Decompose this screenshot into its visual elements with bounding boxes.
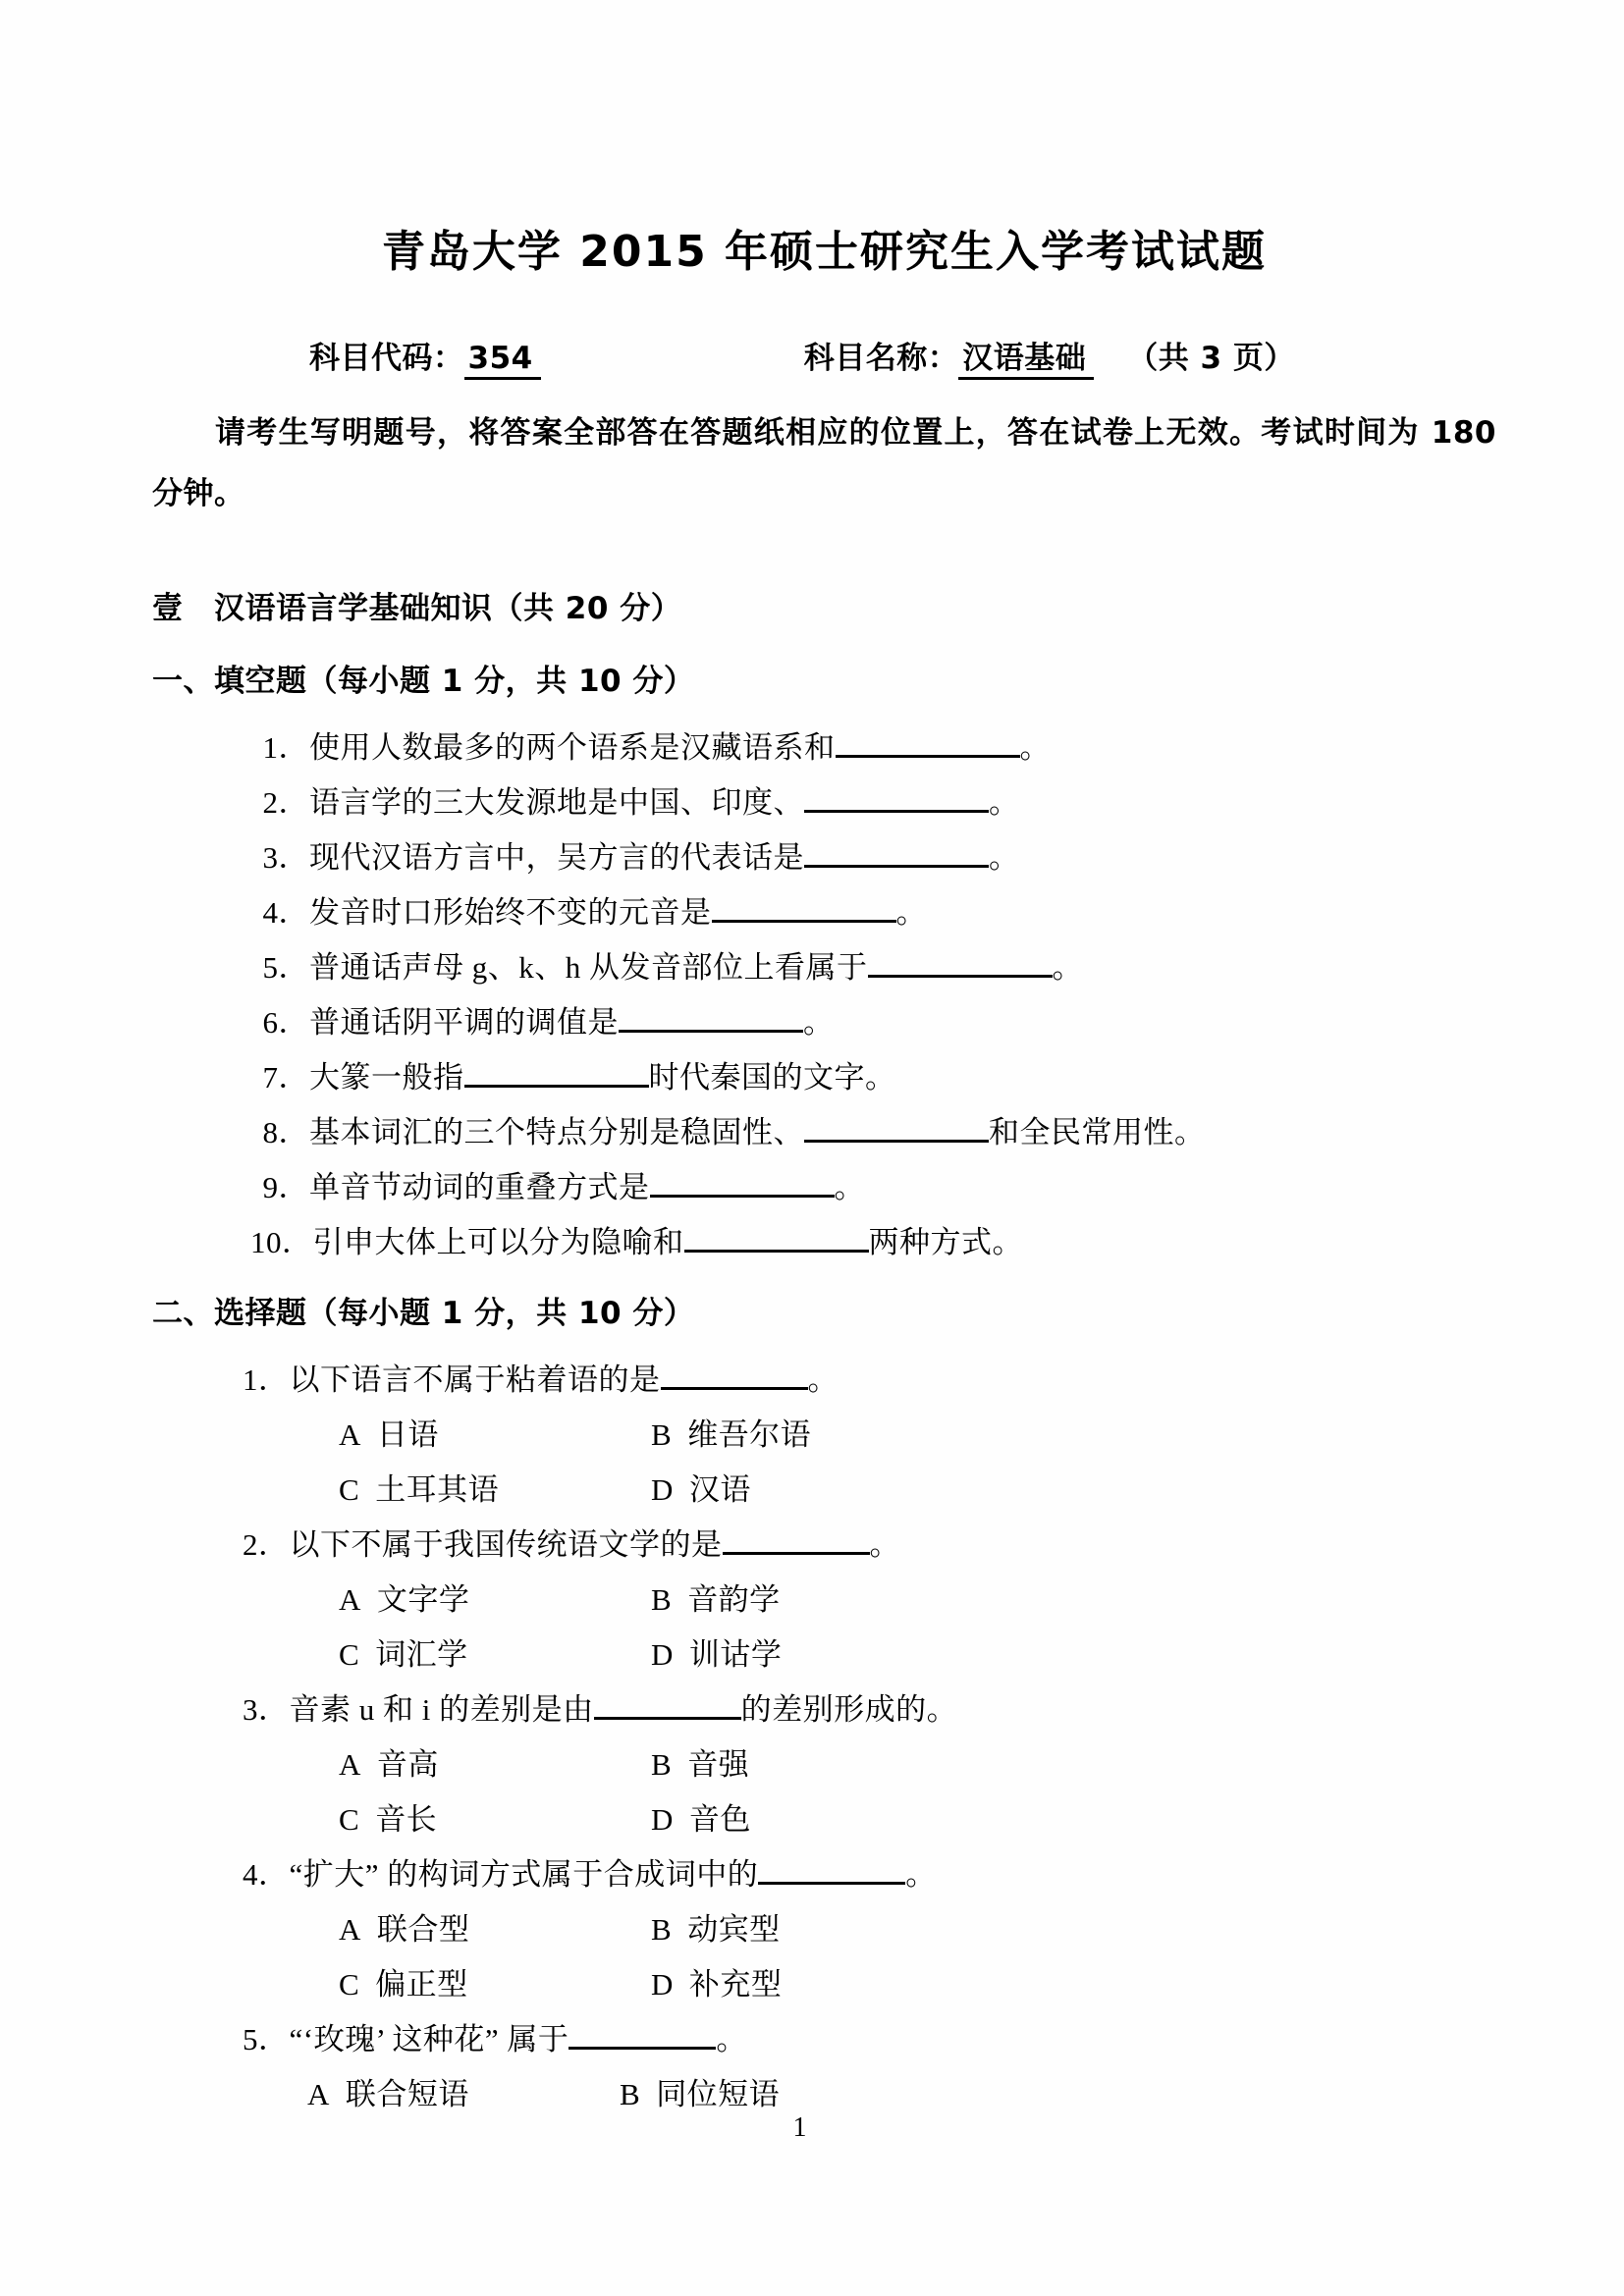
option-c — [339, 1792, 651, 1847]
fill-question-7 — [152, 1050, 1496, 1105]
answer-blank — [594, 1686, 741, 1720]
fill-question-5 — [152, 940, 1496, 995]
fill-question-3 — [152, 830, 1496, 885]
option-b — [651, 1747, 749, 1782]
question-number: 1． — [262, 730, 309, 765]
answer-blank — [804, 779, 989, 813]
option-key: C — [339, 1637, 360, 1672]
subject-name — [804, 341, 1095, 376]
question-number: 5． — [262, 950, 309, 985]
option-label: 训诂学 — [688, 1637, 783, 1672]
option-key: B — [620, 2077, 641, 2111]
option-c — [339, 1628, 651, 1682]
option-key: B — [651, 1582, 673, 1617]
answer-blank — [619, 999, 803, 1033]
question-text: “扩大” 的构词方式属于合成词中的 — [289, 1857, 759, 1892]
option-label: 词汇学 — [375, 1637, 468, 1672]
question-number: 10． — [250, 1225, 313, 1259]
option-label: 联合短语 — [345, 2077, 469, 2111]
question-number: 1． — [243, 1362, 290, 1397]
subject-name-value: 汉语基础 — [958, 341, 1094, 380]
choice-3-options-ab — [152, 1737, 1496, 1792]
answer-blank — [804, 834, 989, 868]
subject-meta-row — [152, 338, 1496, 379]
question-text: 普通话声母 g、k、h 从发音部位上看属于 — [309, 950, 868, 985]
question-text-after: 。 — [895, 895, 927, 930]
fill-question-list — [152, 721, 1496, 1270]
option-label: 汉语 — [688, 1472, 751, 1507]
question-number: 7． — [262, 1060, 309, 1095]
question-text-after: 。 — [1052, 950, 1083, 985]
option-key: B — [651, 1912, 673, 1947]
choice-question-1 — [152, 1353, 1496, 1408]
question-text: 音素 u 和 i 的差别是由 — [289, 1692, 594, 1727]
answer-blank — [661, 1357, 808, 1390]
subject-code — [309, 341, 541, 376]
option-b — [651, 1417, 811, 1452]
option-label: 音强 — [687, 1747, 750, 1782]
fill-question-4 — [152, 885, 1496, 940]
option-key: D — [651, 1802, 674, 1837]
option-label: 土耳其语 — [375, 1472, 500, 1507]
question-number: 3． — [262, 840, 309, 875]
option-d — [651, 1967, 782, 2002]
option-label: 音高 — [376, 1747, 439, 1782]
page-title: 青岛大学 2015 年硕士研究生入学考试试题 — [381, 227, 1268, 277]
choice-4-options-ab — [152, 1902, 1496, 1957]
option-d — [651, 1472, 751, 1507]
question-text: 大篆一般指 — [309, 1060, 464, 1095]
option-a — [339, 1902, 651, 1957]
option-key: A — [339, 1912, 361, 1947]
answer-blank — [804, 1109, 989, 1143]
total-pages-note: （共 3 页） — [1127, 341, 1295, 376]
question-text-after: 。 — [807, 1362, 839, 1397]
question-text-after: 时代秦国的文字。 — [648, 1060, 896, 1095]
option-label: 音长 — [375, 1802, 438, 1837]
option-key: B — [651, 1417, 673, 1452]
question-text: 单音节动词的重叠方式是 — [309, 1170, 650, 1204]
fill-question-9 — [152, 1160, 1496, 1215]
choice-question-3 — [152, 1682, 1496, 1737]
option-key: A — [339, 1747, 361, 1782]
option-label: 文字学 — [376, 1582, 470, 1617]
choice-question-2 — [152, 1518, 1496, 1573]
option-key: A — [307, 2077, 330, 2111]
question-text: “‘玫瑰’ 这种花” 属于 — [289, 2022, 569, 2056]
part1-heading: 壹 汉语语言学基础知识（共 20 分） — [152, 591, 682, 626]
question-text-after: 。 — [1019, 730, 1051, 765]
option-d — [651, 1802, 751, 1837]
option-key: C — [339, 1472, 360, 1507]
option-label: 补充型 — [688, 1967, 783, 2002]
question-text: 引申大体上可以分为隐喻和 — [312, 1225, 684, 1259]
fill-section-heading: 一、填空题（每小题 1 分，共 10 分） — [152, 664, 695, 699]
exam-notice: 请考生写明题号，将答案全部答在答题纸相应的位置上，答在试卷上无效。考试时间为 180 分钟。 — [152, 415, 1496, 511]
option-label: 联合型 — [376, 1912, 470, 1947]
question-text-after: 。 — [716, 2022, 747, 2056]
fill-question-2 — [152, 775, 1496, 830]
answer-blank — [868, 944, 1053, 978]
fill-question-6 — [152, 995, 1496, 1050]
option-key: C — [339, 1967, 360, 2002]
answer-blank — [464, 1054, 649, 1088]
question-number: 5． — [243, 2022, 290, 2056]
option-c — [339, 1957, 651, 2012]
question-number: 9． — [262, 1170, 309, 1204]
question-text-after: 两种方式。 — [868, 1225, 1023, 1259]
choice-question-list — [152, 1353, 1496, 2122]
question-text-after: 。 — [869, 1527, 900, 1562]
question-text: 以下不属于我国传统语文学的是 — [289, 1527, 723, 1562]
option-key: D — [651, 1637, 674, 1672]
answer-blank — [568, 2016, 716, 2050]
question-text-after: 和全民常用性。 — [989, 1115, 1206, 1149]
choice-section-heading: 二、选择题（每小题 1 分，共 10 分） — [152, 1296, 695, 1331]
option-key: A — [339, 1582, 361, 1617]
choice-4-options-cd — [152, 1957, 1496, 2012]
choice-question-5 — [152, 2012, 1496, 2067]
question-text: 以下语言不属于粘着语的是 — [289, 1362, 661, 1397]
answer-blank — [836, 724, 1020, 758]
option-c — [339, 1463, 651, 1518]
question-number: 4． — [243, 1857, 290, 1892]
question-number: 3． — [243, 1692, 290, 1727]
question-text: 发音时口形始终不变的元音是 — [309, 895, 712, 930]
subject-code-label: 科目代码： — [309, 341, 464, 376]
option-label: 维吾尔语 — [687, 1417, 812, 1452]
question-text-after: 。 — [834, 1170, 865, 1204]
option-key: D — [651, 1472, 674, 1507]
option-b — [620, 2077, 780, 2111]
option-label: 动宾型 — [687, 1912, 781, 1947]
question-text-after: 。 — [803, 1005, 835, 1040]
question-text-after: 。 — [989, 785, 1020, 820]
option-key: D — [651, 1967, 674, 2002]
option-label: 同位短语 — [656, 2077, 781, 2111]
fill-question-1 — [152, 721, 1496, 775]
question-text: 现代汉语方言中，吴方言的代表话是 — [309, 840, 804, 875]
choice-2-options-cd — [152, 1628, 1496, 1682]
option-key: C — [339, 1802, 360, 1837]
question-number: 2． — [262, 785, 309, 820]
question-text-after: 的差别形成的。 — [740, 1692, 958, 1727]
choice-1-options-ab — [152, 1408, 1496, 1463]
answer-blank — [650, 1164, 835, 1198]
page-number: 1 — [792, 2112, 807, 2143]
question-text: 语言学的三大发源地是中国、印度、 — [309, 785, 804, 820]
question-number: 8． — [262, 1115, 309, 1149]
answer-blank — [758, 1851, 905, 1885]
question-text-after: 。 — [905, 1857, 937, 1892]
question-text: 使用人数最多的两个语系是汉藏语系和 — [309, 730, 836, 765]
choice-3-options-cd — [152, 1792, 1496, 1847]
option-key: B — [651, 1747, 673, 1782]
subject-code-value: 354 — [464, 341, 541, 380]
option-a — [339, 1408, 651, 1463]
option-b — [651, 1582, 781, 1617]
option-b — [651, 1912, 781, 1947]
option-label: 音色 — [688, 1802, 751, 1837]
option-d — [651, 1637, 782, 1672]
fill-question-8 — [152, 1105, 1496, 1160]
question-text-after: 。 — [989, 840, 1020, 875]
answer-blank — [723, 1522, 870, 1555]
choice-question-4 — [152, 1847, 1496, 1902]
option-key: A — [339, 1417, 361, 1452]
option-a — [339, 1737, 651, 1792]
answer-blank — [712, 889, 896, 923]
question-number: 4． — [262, 895, 309, 930]
subject-name-label: 科目名称： — [803, 341, 959, 376]
fill-question-10 — [152, 1215, 1496, 1270]
question-text: 基本词汇的三个特点分别是稳固性、 — [309, 1115, 804, 1149]
question-number: 6． — [262, 1005, 309, 1040]
question-text: 普通话阴平调的调值是 — [309, 1005, 619, 1040]
option-label: 偏正型 — [375, 1967, 468, 2002]
choice-1-options-cd — [152, 1463, 1496, 1518]
answer-blank — [684, 1219, 869, 1253]
option-label: 音韵学 — [687, 1582, 781, 1617]
choice-2-options-ab — [152, 1573, 1496, 1628]
question-number: 2． — [243, 1527, 290, 1562]
option-label: 日语 — [376, 1417, 439, 1452]
option-a — [339, 1573, 651, 1628]
